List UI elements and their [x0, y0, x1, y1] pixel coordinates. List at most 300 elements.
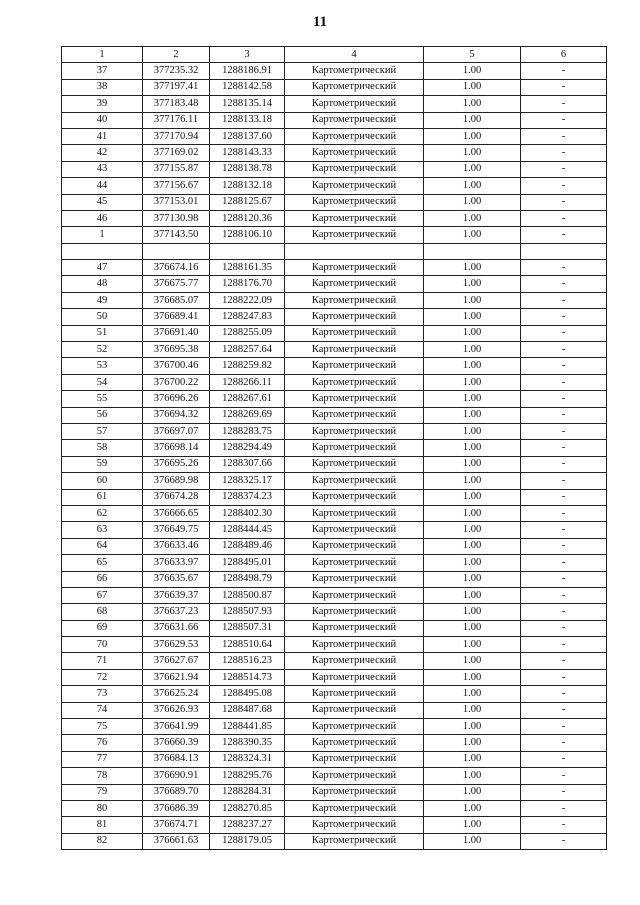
note-cell: -: [521, 325, 607, 341]
point-number-cell: 80: [62, 800, 143, 816]
accuracy-cell: 1.00: [424, 751, 521, 767]
x-coordinate-cell: 376637.23: [143, 604, 210, 620]
note-cell: -: [521, 112, 607, 128]
point-number-cell: 59: [62, 456, 143, 472]
x-coordinate-cell: 376689.41: [143, 309, 210, 325]
table-row: [62, 210, 607, 226]
table-row: [62, 735, 607, 751]
y-coordinate-cell: 1288259.82: [210, 358, 285, 374]
y-coordinate-cell: 1288495.08: [210, 686, 285, 702]
accuracy-cell: 1.00: [424, 194, 521, 210]
accuracy-cell: 1.00: [424, 391, 521, 407]
method-cell: Картометрический: [285, 145, 424, 161]
header-cell: 2: [143, 47, 210, 63]
method-cell: Картометрический: [285, 210, 424, 226]
y-coordinate-cell: 1288283.75: [210, 423, 285, 439]
accuracy-cell: 1.00: [424, 292, 521, 308]
table-row: [62, 194, 607, 210]
y-coordinate-cell: 1288138.78: [210, 161, 285, 177]
y-coordinate-cell: 1288255.09: [210, 325, 285, 341]
method-cell: Картометрический: [285, 686, 424, 702]
method-cell: Картометрический: [285, 473, 424, 489]
note-cell: -: [521, 309, 607, 325]
accuracy-cell: 1.00: [424, 571, 521, 587]
accuracy-cell: 1.00: [424, 309, 521, 325]
accuracy-cell: 1.00: [424, 637, 521, 653]
x-coordinate-cell: 376695.38: [143, 342, 210, 358]
point-number-cell: 39: [62, 96, 143, 112]
table-body: [62, 63, 607, 850]
y-coordinate-cell: 1288135.14: [210, 96, 285, 112]
x-coordinate-cell: 377156.67: [143, 178, 210, 194]
method-cell: Картометрический: [285, 276, 424, 292]
method-cell: Картометрический: [285, 522, 424, 538]
y-coordinate-cell: 1288507.31: [210, 620, 285, 636]
header-cell: 4: [285, 47, 424, 63]
y-coordinate-cell: 1288510.64: [210, 637, 285, 653]
x-coordinate-cell: 376621.94: [143, 669, 210, 685]
note-cell: -: [521, 768, 607, 784]
header-cell: 3: [210, 47, 285, 63]
method-cell: Картометрический: [285, 456, 424, 472]
note-cell: -: [521, 391, 607, 407]
method-cell: Картометрический: [285, 260, 424, 276]
point-number-cell: 79: [62, 784, 143, 800]
point-number-cell: 71: [62, 653, 143, 669]
x-coordinate-cell: 376690.91: [143, 768, 210, 784]
point-number-cell: 53: [62, 358, 143, 374]
x-coordinate-cell: 377153.01: [143, 194, 210, 210]
accuracy-cell: 1.00: [424, 522, 521, 538]
method-cell: Картометрический: [285, 538, 424, 554]
table-row: [62, 309, 607, 325]
x-coordinate-cell: 376631.66: [143, 620, 210, 636]
y-coordinate-cell: [210, 243, 285, 259]
accuracy-cell: [424, 243, 521, 259]
point-number-cell: 81: [62, 817, 143, 833]
accuracy-cell: 1.00: [424, 374, 521, 390]
note-cell: -: [521, 555, 607, 571]
table-row: [62, 768, 607, 784]
y-coordinate-cell: 1288374.23: [210, 489, 285, 505]
accuracy-cell: 1.00: [424, 63, 521, 79]
table-row: [62, 620, 607, 636]
method-cell: Картометрический: [285, 440, 424, 456]
table-row: [62, 751, 607, 767]
note-cell: -: [521, 456, 607, 472]
method-cell: Картометрический: [285, 784, 424, 800]
point-number-cell: 70: [62, 637, 143, 653]
accuracy-cell: 1.00: [424, 669, 521, 685]
note-cell: -: [521, 637, 607, 653]
table-row: [62, 440, 607, 456]
note-cell: -: [521, 702, 607, 718]
x-coordinate-cell: 377176.11: [143, 112, 210, 128]
method-cell: Картометрический: [285, 79, 424, 95]
note-cell: -: [521, 669, 607, 685]
point-number-cell: 58: [62, 440, 143, 456]
x-coordinate-cell: 377197.41: [143, 79, 210, 95]
accuracy-cell: 1.00: [424, 505, 521, 521]
method-cell: Картометрический: [285, 63, 424, 79]
x-coordinate-cell: 377170.94: [143, 128, 210, 144]
note-cell: -: [521, 587, 607, 603]
method-cell: Картометрический: [285, 489, 424, 505]
header-cell: 1: [62, 47, 143, 63]
point-number-cell: 66: [62, 571, 143, 587]
note-cell: -: [521, 358, 607, 374]
method-cell: Картометрический: [285, 669, 424, 685]
x-coordinate-cell: 376633.97: [143, 555, 210, 571]
accuracy-cell: 1.00: [424, 555, 521, 571]
accuracy-cell: 1.00: [424, 145, 521, 161]
x-coordinate-cell: 376686.39: [143, 800, 210, 816]
accuracy-cell: 1.00: [424, 325, 521, 341]
point-number-cell: 56: [62, 407, 143, 423]
x-coordinate-cell: 376689.70: [143, 784, 210, 800]
table-row: [62, 325, 607, 341]
y-coordinate-cell: 1288402.30: [210, 505, 285, 521]
table-row: [62, 407, 607, 423]
y-coordinate-cell: 1288295.76: [210, 768, 285, 784]
table-row: [62, 489, 607, 505]
point-number-cell: 46: [62, 210, 143, 226]
accuracy-cell: 1.00: [424, 735, 521, 751]
point-number-cell: 44: [62, 178, 143, 194]
point-number-cell: 65: [62, 555, 143, 571]
x-coordinate-cell: 376675.77: [143, 276, 210, 292]
note-cell: -: [521, 128, 607, 144]
point-number-cell: 52: [62, 342, 143, 358]
accuracy-cell: 1.00: [424, 489, 521, 505]
x-coordinate-cell: 376674.71: [143, 817, 210, 833]
x-coordinate-cell: 376625.24: [143, 686, 210, 702]
note-cell: -: [521, 440, 607, 456]
table-row: [62, 473, 607, 489]
method-cell: Картометрический: [285, 423, 424, 439]
point-number-cell: 74: [62, 702, 143, 718]
note-cell: -: [521, 292, 607, 308]
point-number-cell: 75: [62, 719, 143, 735]
method-cell: Картометрический: [285, 194, 424, 210]
x-coordinate-cell: 376626.93: [143, 702, 210, 718]
accuracy-cell: 1.00: [424, 456, 521, 472]
method-cell: Картометрический: [285, 178, 424, 194]
accuracy-cell: 1.00: [424, 768, 521, 784]
table-row: [62, 522, 607, 538]
note-cell: -: [521, 604, 607, 620]
table-row: [62, 555, 607, 571]
accuracy-cell: 1.00: [424, 702, 521, 718]
note-cell: -: [521, 145, 607, 161]
table-row: [62, 653, 607, 669]
accuracy-cell: 1.00: [424, 800, 521, 816]
x-coordinate-cell: 376700.46: [143, 358, 210, 374]
x-coordinate-cell: 376660.39: [143, 735, 210, 751]
y-coordinate-cell: 1288324.31: [210, 751, 285, 767]
point-number-cell: 76: [62, 735, 143, 751]
y-coordinate-cell: 1288120.36: [210, 210, 285, 226]
table-row: [62, 96, 607, 112]
accuracy-cell: 1.00: [424, 79, 521, 95]
y-coordinate-cell: 1288237.27: [210, 817, 285, 833]
y-coordinate-cell: 1288125.67: [210, 194, 285, 210]
accuracy-cell: 1.00: [424, 604, 521, 620]
note-cell: -: [521, 276, 607, 292]
note-cell: -: [521, 833, 607, 849]
method-cell: Картометрический: [285, 505, 424, 521]
x-coordinate-cell: 376695.26: [143, 456, 210, 472]
point-number-cell: 50: [62, 309, 143, 325]
point-number-cell: 48: [62, 276, 143, 292]
note-cell: [521, 243, 607, 259]
coordinates-table: [61, 46, 607, 850]
y-coordinate-cell: 1288222.09: [210, 292, 285, 308]
point-number-cell: 68: [62, 604, 143, 620]
point-number-cell: 78: [62, 768, 143, 784]
x-coordinate-cell: 376666.65: [143, 505, 210, 521]
x-coordinate-cell: 376661.63: [143, 833, 210, 849]
y-coordinate-cell: 1288133.18: [210, 112, 285, 128]
table-row: [62, 817, 607, 833]
y-coordinate-cell: 1288487.68: [210, 702, 285, 718]
accuracy-cell: 1.00: [424, 653, 521, 669]
y-coordinate-cell: 1288186.91: [210, 63, 285, 79]
accuracy-cell: 1.00: [424, 96, 521, 112]
y-coordinate-cell: 1288444.45: [210, 522, 285, 538]
note-cell: -: [521, 505, 607, 521]
accuracy-cell: 1.00: [424, 178, 521, 194]
accuracy-cell: 1.00: [424, 784, 521, 800]
method-cell: Картометрический: [285, 555, 424, 571]
x-coordinate-cell: 376685.07: [143, 292, 210, 308]
method-cell: Картометрический: [285, 374, 424, 390]
x-coordinate-cell: 377169.02: [143, 145, 210, 161]
point-number-cell: 69: [62, 620, 143, 636]
note-cell: -: [521, 96, 607, 112]
method-cell: Картометрический: [285, 227, 424, 243]
note-cell: -: [521, 178, 607, 194]
y-coordinate-cell: 1288267.61: [210, 391, 285, 407]
table-row: [62, 260, 607, 276]
method-cell: Картометрический: [285, 620, 424, 636]
y-coordinate-cell: 1288441.85: [210, 719, 285, 735]
method-cell: Картометрический: [285, 128, 424, 144]
point-number-cell: 73: [62, 686, 143, 702]
table-row: [62, 423, 607, 439]
point-number-cell: 1: [62, 227, 143, 243]
accuracy-cell: 1.00: [424, 342, 521, 358]
header-cell: 6: [521, 47, 607, 63]
method-cell: Картометрический: [285, 604, 424, 620]
method-cell: Картометрический: [285, 161, 424, 177]
note-cell: -: [521, 719, 607, 735]
note-cell: -: [521, 735, 607, 751]
table-row: [62, 145, 607, 161]
table-row: [62, 637, 607, 653]
table-row: [62, 374, 607, 390]
method-cell: Картометрический: [285, 407, 424, 423]
y-coordinate-cell: 1288325.17: [210, 473, 285, 489]
method-cell: Картометрический: [285, 342, 424, 358]
method-cell: Картометрический: [285, 800, 424, 816]
point-number-cell: 40: [62, 112, 143, 128]
point-number-cell: 51: [62, 325, 143, 341]
table-row: [62, 456, 607, 472]
accuracy-cell: 1.00: [424, 620, 521, 636]
y-coordinate-cell: 1288270.85: [210, 800, 285, 816]
note-cell: -: [521, 784, 607, 800]
accuracy-cell: 1.00: [424, 358, 521, 374]
method-cell: Картометрический: [285, 358, 424, 374]
note-cell: -: [521, 538, 607, 554]
x-coordinate-cell: 376649.75: [143, 522, 210, 538]
method-cell: Картометрический: [285, 768, 424, 784]
x-coordinate-cell: 376627.67: [143, 653, 210, 669]
x-coordinate-cell: 376700.22: [143, 374, 210, 390]
accuracy-cell: 1.00: [424, 719, 521, 735]
table-row: [62, 587, 607, 603]
method-cell: Картометрический: [285, 96, 424, 112]
point-number-cell: 62: [62, 505, 143, 521]
point-number-cell: 64: [62, 538, 143, 554]
method-cell: Картометрический: [285, 325, 424, 341]
accuracy-cell: 1.00: [424, 227, 521, 243]
note-cell: -: [521, 63, 607, 79]
x-coordinate-cell: 376641.99: [143, 719, 210, 735]
method-cell: Картометрический: [285, 292, 424, 308]
y-coordinate-cell: 1288390.35: [210, 735, 285, 751]
table-row: [62, 112, 607, 128]
method-cell: Картометрический: [285, 571, 424, 587]
y-coordinate-cell: 1288179.05: [210, 833, 285, 849]
y-coordinate-cell: 1288132.18: [210, 178, 285, 194]
point-number-cell: 67: [62, 587, 143, 603]
note-cell: -: [521, 260, 607, 276]
note-cell: -: [521, 423, 607, 439]
x-coordinate-cell: 376633.46: [143, 538, 210, 554]
table-row: [62, 800, 607, 816]
accuracy-cell: 1.00: [424, 112, 521, 128]
note-cell: -: [521, 210, 607, 226]
point-number-cell: 38: [62, 79, 143, 95]
x-coordinate-cell: 377235.32: [143, 63, 210, 79]
note-cell: -: [521, 194, 607, 210]
x-coordinate-cell: 376639.37: [143, 587, 210, 603]
accuracy-cell: 1.00: [424, 686, 521, 702]
table-row: [62, 833, 607, 849]
accuracy-cell: 1.00: [424, 128, 521, 144]
y-coordinate-cell: 1288495.01: [210, 555, 285, 571]
method-cell: Картометрический: [285, 702, 424, 718]
table-row: [62, 342, 607, 358]
note-cell: -: [521, 342, 607, 358]
note-cell: -: [521, 800, 607, 816]
table-row: [62, 178, 607, 194]
y-coordinate-cell: 1288161.35: [210, 260, 285, 276]
table-row: [62, 571, 607, 587]
y-coordinate-cell: 1288257.64: [210, 342, 285, 358]
point-number-cell: 57: [62, 423, 143, 439]
note-cell: -: [521, 653, 607, 669]
note-cell: -: [521, 161, 607, 177]
note-cell: -: [521, 522, 607, 538]
accuracy-cell: 1.00: [424, 161, 521, 177]
note-cell: -: [521, 79, 607, 95]
y-coordinate-cell: 1288137.60: [210, 128, 285, 144]
table-row: [62, 538, 607, 554]
accuracy-cell: 1.00: [424, 538, 521, 554]
point-number-cell: 42: [62, 145, 143, 161]
table-header-row: [62, 47, 607, 63]
method-cell: Картометрический: [285, 833, 424, 849]
y-coordinate-cell: 1288269.69: [210, 407, 285, 423]
table-row: [62, 719, 607, 735]
table-row: [62, 669, 607, 685]
y-coordinate-cell: 1288500.87: [210, 587, 285, 603]
method-cell: Картометрический: [285, 112, 424, 128]
table-row: [62, 128, 607, 144]
y-coordinate-cell: 1288507.93: [210, 604, 285, 620]
note-cell: -: [521, 374, 607, 390]
table-row: [62, 391, 607, 407]
table-row: [62, 686, 607, 702]
x-coordinate-cell: 377155.87: [143, 161, 210, 177]
method-cell: Картометрический: [285, 309, 424, 325]
accuracy-cell: 1.00: [424, 440, 521, 456]
x-coordinate-cell: 376694.32: [143, 407, 210, 423]
note-cell: -: [521, 489, 607, 505]
x-coordinate-cell: 377183.48: [143, 96, 210, 112]
table-row: [62, 63, 607, 79]
method-cell: Картометрический: [285, 653, 424, 669]
y-coordinate-cell: 1288498.79: [210, 571, 285, 587]
y-coordinate-cell: 1288142.58: [210, 79, 285, 95]
point-number-cell: 63: [62, 522, 143, 538]
accuracy-cell: 1.00: [424, 587, 521, 603]
x-coordinate-cell: 377130.98: [143, 210, 210, 226]
x-coordinate-cell: 376697.07: [143, 423, 210, 439]
y-coordinate-cell: 1288514.73: [210, 669, 285, 685]
method-cell: Картометрический: [285, 735, 424, 751]
x-coordinate-cell: 376698.14: [143, 440, 210, 456]
x-coordinate-cell: [143, 243, 210, 259]
y-coordinate-cell: 1288516.23: [210, 653, 285, 669]
accuracy-cell: 1.00: [424, 473, 521, 489]
point-number-cell: [62, 243, 143, 259]
note-cell: -: [521, 620, 607, 636]
method-cell: Картометрический: [285, 587, 424, 603]
table-row: [62, 702, 607, 718]
point-number-cell: 47: [62, 260, 143, 276]
table-row: [62, 227, 607, 243]
table-row: [62, 358, 607, 374]
method-cell: [285, 243, 424, 259]
point-number-cell: 60: [62, 473, 143, 489]
accuracy-cell: 1.00: [424, 276, 521, 292]
point-number-cell: 72: [62, 669, 143, 685]
method-cell: Картометрический: [285, 817, 424, 833]
method-cell: Картометрический: [285, 391, 424, 407]
note-cell: -: [521, 473, 607, 489]
x-coordinate-cell: 376674.28: [143, 489, 210, 505]
table-row: [62, 604, 607, 620]
y-coordinate-cell: 1288266.11: [210, 374, 285, 390]
accuracy-cell: 1.00: [424, 817, 521, 833]
x-coordinate-cell: 376629.53: [143, 637, 210, 653]
note-cell: -: [521, 817, 607, 833]
y-coordinate-cell: 1288247.83: [210, 309, 285, 325]
